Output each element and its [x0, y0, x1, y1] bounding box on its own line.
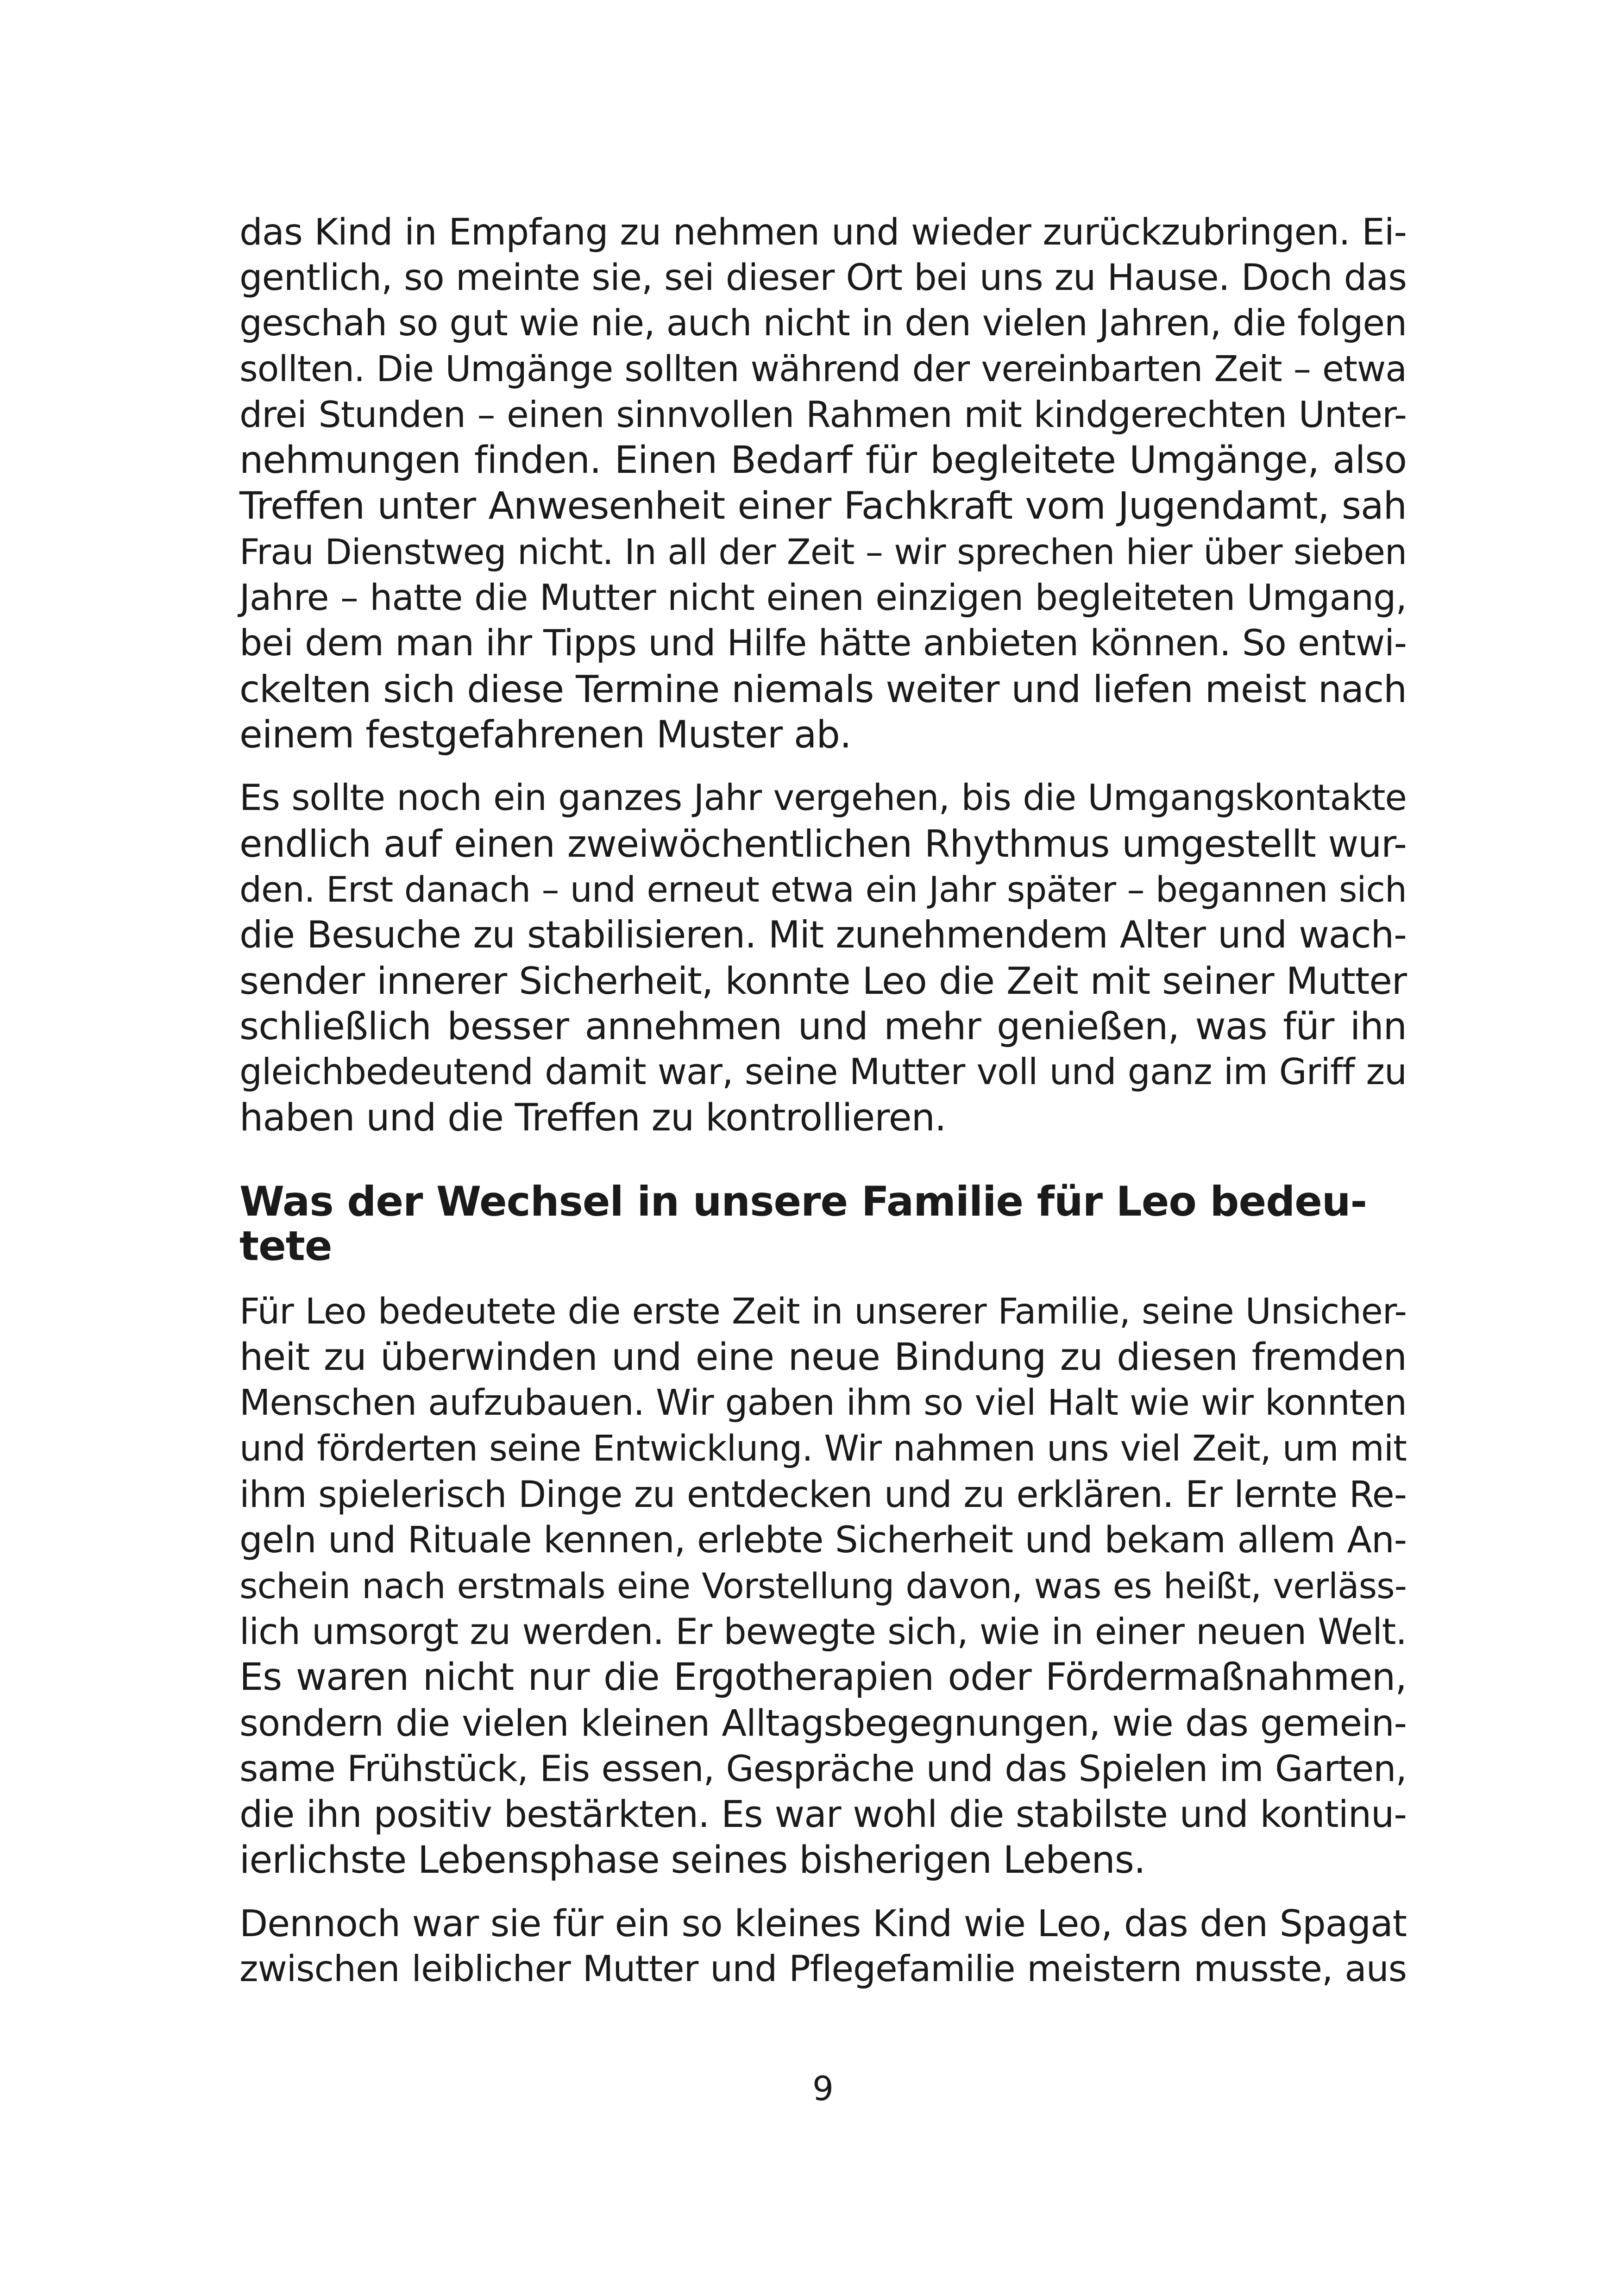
text-line: schein nach erstmals eine Vorstellung davon, was es heißt, verläss-	[239, 1565, 1407, 1606]
text-line: gleichbedeutend damit war, seine Mutter voll und ganz im Griff zu	[239, 1051, 1407, 1093]
text-line: bei dem man ihr Tipps und Hilfe hätte anbieten können. So entwi-	[239, 622, 1407, 665]
text-line: die Besuche zu stabilisieren. Mit zunehmendem Alter und wach-	[239, 913, 1407, 957]
paragraph	[239, 775, 1407, 1141]
text-line: ckelten sich diese Termine niemals weiter und liefen meist nach	[239, 667, 1407, 711]
text-line: Jahre – hatte die Mutter nicht einen einzigen begleiteten Umgang,	[239, 577, 1407, 619]
text-line: Für Leo bedeutete die erste Zeit in unserer Familie, seine Unsicher-	[239, 1291, 1407, 1332]
section-heading	[239, 1179, 1407, 1268]
text-line: endlich auf einen zweiwöchentlichen Rhythmus umgestellt wur-	[239, 822, 1407, 866]
text-line: Es waren nicht nur die Ergotherapien oder Fördermaßnahmen,	[239, 1656, 1407, 1700]
text-line: Menschen aufzubauen. Wir gaben ihm so viel Halt wie wir konnten	[239, 1382, 1407, 1424]
text-line: Treffen unter Anwesenheit einer Fachkraft vom Jugendamt, sah	[239, 484, 1407, 528]
text-line: Dennoch war sie für ein so kleines Kind wie Leo, das den Spagat	[239, 1901, 1407, 1945]
paragraph	[239, 209, 1407, 758]
paragraph	[239, 1901, 1407, 1992]
text-line: Es sollte noch ein ganzes Jahr vergehen, bis die Umgangskontakte	[239, 777, 1407, 819]
text-line: nehmungen finden. Einen Bedarf für begleitete Umgänge, also	[239, 439, 1407, 483]
text-line: sender innerer Sicherheit, konnte Leo die Zeit mit seiner Mutter	[239, 959, 1407, 1003]
heading-line: Was der Wechsel in unsere Familie für Leo bedeu-	[239, 1177, 1367, 1225]
text-line: die ihn positiv bestärkten. Es war wohl die stabilste und kontinu-	[239, 1793, 1407, 1836]
text-line: das Kind in Empfang zu nehmen und wieder zurückzubringen. Ei-	[239, 211, 1407, 253]
text-line: sollten. Die Umgänge sollten während der vereinbarten Zeit – etwa	[239, 348, 1407, 390]
page-body	[239, 209, 1407, 1992]
text-line: geschah so gut wie nie, auch nicht in den vielen Jahren, die folgen	[239, 302, 1407, 345]
text-line: gentlich, so meinte sie, sei dieser Ort bei uns zu Hause. Doch das	[239, 256, 1407, 299]
text-line: drei Stunden – einen sinnvollen Rahmen mit kindgerechten Unter-	[239, 394, 1407, 436]
heading-line: tete	[239, 1222, 332, 1270]
text-line: heit zu überwinden und eine neue Bindung zu diesen fremden	[239, 1336, 1407, 1380]
text-line: sondern die vielen kleinen Alltagsbegegnungen, wie das gemein-	[239, 1701, 1407, 1744]
text-line: Frau Dienstweg nicht. In all der Zeit – wir sprechen hier über sieben	[239, 531, 1407, 572]
text-line: same Frühstück, Eis essen, Gespräche und das Spielen im Garten,	[239, 1748, 1407, 1790]
text-line: zwischen leiblicher Mutter und Pflegefamilie meistern musste, aus	[239, 1948, 1407, 1990]
text-line: einem festgefahrenen Muster ab.	[239, 713, 851, 757]
page-number: 9	[812, 2069, 834, 2108]
text-line: den. Erst danach – und erneut etwa ein Jahr später – begannen sich	[239, 869, 1407, 910]
text-line: schließlich besser annehmen und mehr genießen, was für ihn	[239, 1004, 1407, 1048]
text-line: geln und Rituale kennen, erlebte Sicherheit und bekam allem An-	[239, 1519, 1407, 1562]
text-line: ierlichste Lebensphase seines bisherigen Lebens.	[239, 1838, 1145, 1882]
text-line: haben und die Treffen zu kontrollieren.	[239, 1096, 946, 1140]
text-line: lich umsorgt zu werden. Er bewegte sich, wie in einer neuen Welt.	[239, 1611, 1407, 1653]
paragraph	[239, 1289, 1407, 1883]
text-line: ihm spielerisch Dinge zu entdecken und zu erklären. Er lernte Re-	[239, 1473, 1407, 1516]
text-line: und förderten seine Entwicklung. Wir nahmen uns viel Zeit, um mit	[239, 1428, 1407, 1469]
